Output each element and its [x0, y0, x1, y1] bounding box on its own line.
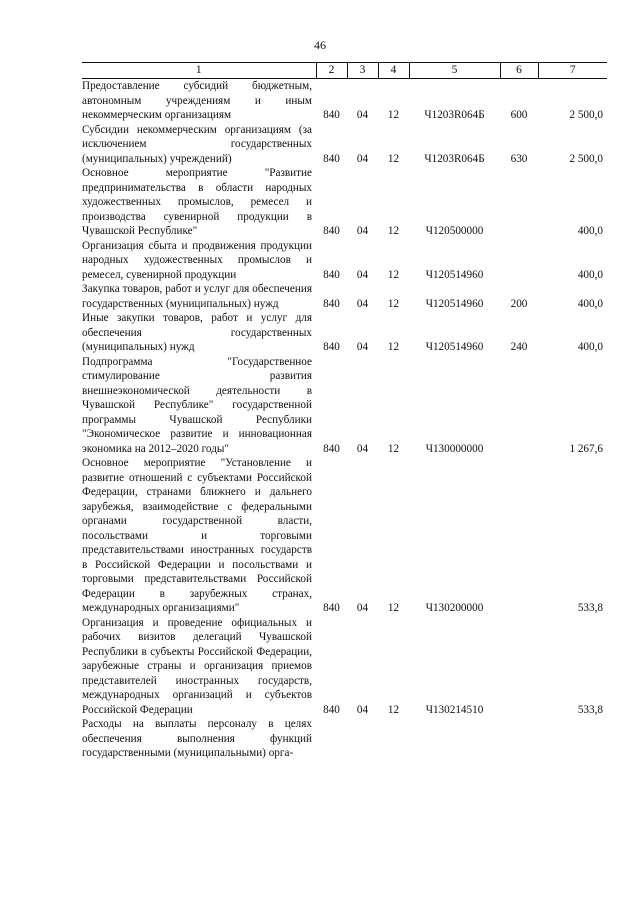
row-gr: 840	[323, 225, 340, 237]
row-csr	[409, 717, 500, 761]
row-vr	[500, 166, 538, 239]
col-header-pr: 4	[378, 63, 409, 79]
row-pr: 12	[387, 268, 400, 281]
row-rz: 04	[356, 341, 369, 353]
row-rz: 04	[356, 152, 369, 165]
row-gr: 840	[323, 602, 340, 614]
row-pr: 12	[387, 152, 400, 165]
row-csr: Ч120500000	[425, 225, 484, 237]
table-row	[82, 282, 607, 311]
budget-table	[82, 62, 607, 761]
row-rz: 04	[356, 602, 369, 614]
row-csr: Ч120514960	[425, 268, 484, 281]
table-row	[82, 456, 607, 616]
row-gr: 840	[323, 109, 340, 121]
table-row	[82, 311, 607, 355]
row-name: Организация и проведение официальных и рабочих визитов делегаций Чувашской Республики в субъекты Российской Федерации, зарубежные страны и организация приемов представителей иностранных государств, международных организаций и субъектов Российской Федерации	[82, 616, 312, 716]
table-row	[82, 123, 607, 167]
row-vr	[500, 239, 538, 283]
table-row	[82, 79, 607, 123]
row-name: Закупка товаров, работ и услуг для обеспечения государственных (муниципальных) нужд	[82, 283, 312, 310]
row-pr: 12	[387, 442, 400, 455]
row-name: Основное мероприятие "Установление и развитие отношений с субъектами Российской Федерации, странами ближнего и дальнего зарубежья, взаимодействие с федеральными органами государственной власти, посольствами и торговыми представительствами иностранных государств в Российской Федерации и посольствами и торговыми представительствами Российской Федерации в зарубежных странах, международных организациями"	[82, 457, 312, 614]
row-gr: 840	[323, 341, 340, 353]
col-header-gr: 2	[316, 63, 347, 79]
row-csr: Ч1203R064Б	[424, 109, 485, 121]
row-vr	[500, 616, 538, 718]
row-rz: 04	[356, 297, 369, 310]
col-header-amount: 7	[538, 63, 607, 79]
row-vr	[500, 456, 538, 616]
row-amount: 533,8	[577, 703, 603, 716]
row-rz: 04	[356, 109, 369, 121]
row-name: Основное мероприятие "Развитие предпринимательства в области народных художественных промыслов, ремесел и производства сувенирной продукции в Чувашской Республике"	[82, 167, 312, 237]
row-rz: 04	[356, 703, 369, 716]
row-pr: 12	[387, 297, 400, 310]
row-csr: Ч120514960	[425, 341, 484, 353]
table-header	[82, 63, 607, 79]
row-pr: 12	[387, 225, 400, 237]
row-gr: 840	[323, 297, 340, 310]
row-amount: 400,0	[577, 341, 603, 353]
row-name: Организация сбыта и продвижения продукции народных художественных промыслов и ремесел, сувенирной продукции	[82, 239, 312, 281]
table-row	[82, 355, 607, 457]
row-vr: 200	[510, 297, 528, 310]
page-number: 46	[314, 38, 326, 52]
row-vr: 630	[510, 152, 528, 165]
row-name: Расходы на выплаты персоналу в целях обеспечения выполнения функций государственными (муниципальными) орга-	[82, 718, 312, 759]
row-pr: 12	[387, 341, 400, 353]
row-vr: 240	[510, 341, 528, 353]
row-amount: 400,0	[577, 297, 603, 310]
table-row	[82, 616, 607, 718]
row-amount: 2 500,0	[569, 152, 603, 165]
row-name: Подпрограмма "Государственное стимулирование развития внешнеэкономической деятельности в Чувашской Республике" государственной программы Чувашской Республики "Экономическое развитие и инновационная экономика на 2012–2020 годы"	[82, 355, 312, 455]
col-header-rz: 3	[347, 63, 378, 79]
row-gr: 840	[323, 268, 340, 281]
row-pr: 12	[387, 703, 400, 716]
row-rz: 04	[356, 442, 369, 455]
row-gr	[316, 717, 347, 761]
table-row	[82, 239, 607, 283]
row-csr: Ч120514960	[425, 297, 484, 310]
table-row	[82, 717, 607, 761]
row-name: Предоставление субсидий бюджетным, автономным учреждениям и иным некоммерческим организациям	[82, 80, 312, 121]
row-gr: 840	[323, 152, 340, 165]
col-header-name: 1	[82, 63, 316, 79]
col-header-vr: 6	[500, 63, 538, 79]
row-pr: 12	[387, 602, 400, 614]
table-row	[82, 166, 607, 239]
row-amount: 1 267,6	[569, 442, 603, 455]
row-amount: 400,0	[577, 268, 603, 281]
row-vr: 600	[510, 109, 528, 121]
row-rz: 04	[356, 225, 369, 237]
row-amount: 533,8	[577, 602, 603, 614]
row-csr: Ч1203R064Б	[424, 152, 485, 165]
row-pr: 12	[387, 109, 400, 121]
row-csr: Ч130200000	[425, 602, 484, 614]
row-pr	[378, 717, 409, 761]
row-name: Субсидии некоммерческим организациям (за исключением государственных (муниципальных) учреждений)	[82, 123, 312, 165]
row-csr: Ч130000000	[425, 442, 484, 455]
col-header-csr: 5	[409, 63, 500, 79]
row-amount: 400,0	[577, 225, 603, 237]
row-vr	[500, 717, 538, 761]
row-name: Иные закупки товаров, работ и услуг для обеспечения государственных (муниципальных) нужд	[82, 312, 312, 353]
row-gr: 840	[323, 442, 340, 455]
row-csr: Ч130214510	[425, 703, 484, 716]
row-vr	[500, 355, 538, 457]
row-rz	[347, 717, 378, 761]
row-amount: 2 500,0	[569, 109, 603, 121]
row-gr: 840	[323, 703, 340, 716]
row-amount	[538, 717, 607, 761]
row-rz: 04	[356, 268, 369, 281]
